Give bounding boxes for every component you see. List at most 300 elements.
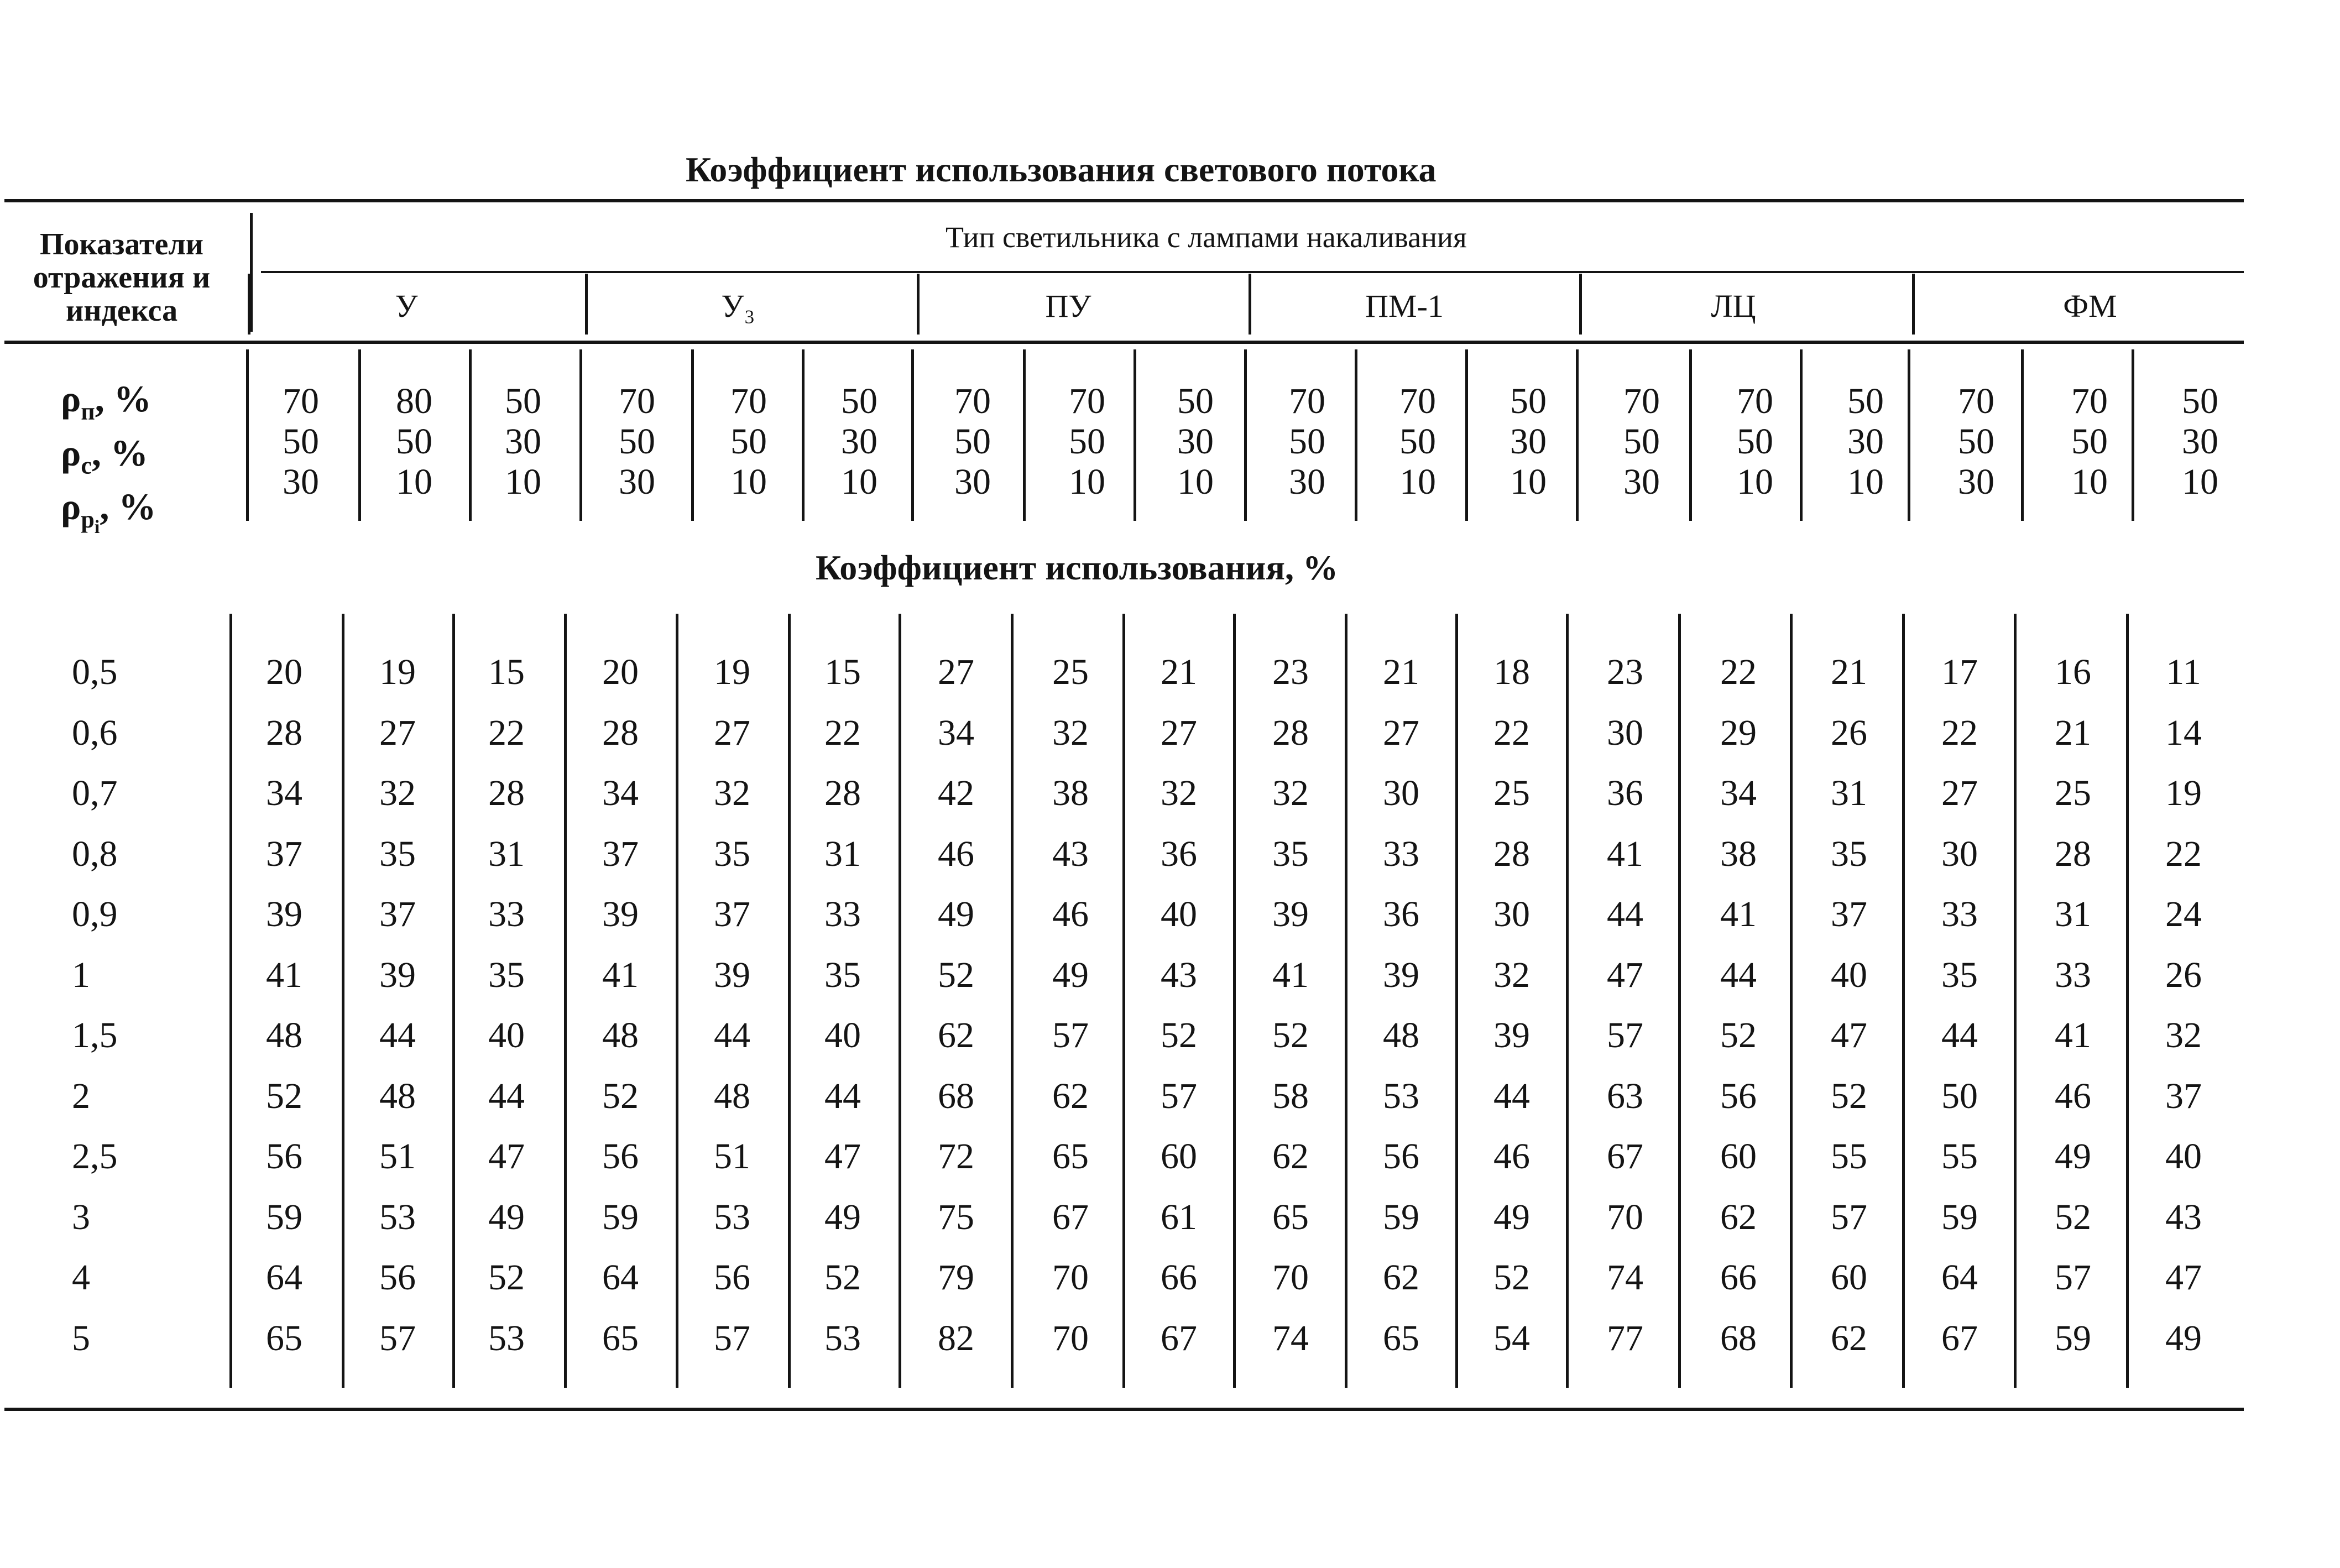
- rho-value: 70: [619, 381, 655, 421]
- table-cell: 46: [2055, 1075, 2091, 1116]
- table-cell: 37: [714, 894, 750, 934]
- table-cell: 27: [1941, 773, 1978, 813]
- rho-value: 50: [1069, 421, 1105, 462]
- type-header: У: [395, 288, 418, 324]
- rho-column-separator: [691, 349, 694, 521]
- table-cell: 31: [488, 833, 525, 874]
- room-index: 5: [72, 1318, 90, 1358]
- table-cell: 60: [1831, 1257, 1867, 1298]
- table-cell: 36: [1607, 773, 1643, 813]
- table-cell: 27: [1161, 712, 1197, 753]
- table-cell: 57: [714, 1318, 750, 1358]
- table-cell: 67: [1941, 1318, 1978, 1358]
- table-cell: 39: [1493, 1015, 1530, 1055]
- table-cell: 52: [1720, 1015, 1757, 1055]
- type-header: У₃: [721, 288, 755, 324]
- rho-value: 50: [841, 381, 877, 421]
- data-column-separator: [1345, 614, 1347, 1388]
- table-cell: 35: [1831, 833, 1867, 874]
- table-cell: 42: [938, 773, 974, 813]
- table-cell: 32: [1493, 954, 1530, 995]
- table-cell: 52: [938, 954, 974, 995]
- table-cell: 35: [1272, 833, 1309, 874]
- table-cell: 47: [2165, 1257, 2202, 1298]
- room-index: 0,9: [72, 894, 118, 934]
- type-header: ЛЦ: [1711, 288, 1756, 324]
- rho-value: 50: [1510, 381, 1547, 421]
- table-cell: 15: [488, 652, 525, 692]
- table-cell: 36: [1383, 894, 1419, 934]
- table-cell: 37: [1831, 894, 1867, 934]
- table-cell: 35: [488, 954, 525, 995]
- table-cell: 68: [1720, 1318, 1757, 1358]
- rho-value: 50: [2071, 421, 2108, 462]
- table-cell: 38: [1720, 833, 1757, 874]
- rho-value: 50: [1737, 421, 1773, 462]
- table-cell: 60: [1720, 1136, 1757, 1177]
- type-header: ПМ-1: [1365, 288, 1444, 324]
- table-cell: 39: [1383, 954, 1419, 995]
- room-index: 1,5: [72, 1015, 118, 1055]
- rho-column-separator: [1465, 349, 1468, 521]
- table-cell: 14: [2165, 712, 2202, 753]
- table-cell: 30: [1383, 773, 1419, 813]
- rho-value: 70: [1289, 381, 1325, 421]
- table-cell: 67: [1607, 1136, 1643, 1177]
- table-cell: 37: [379, 894, 416, 934]
- table-cell: 41: [2055, 1015, 2091, 1055]
- table-cell: 44: [1720, 954, 1757, 995]
- table-cell: 44: [379, 1015, 416, 1055]
- table-cell: 28: [602, 712, 639, 753]
- rho-r-label: [61, 486, 156, 547]
- rho-value: 50: [954, 421, 991, 462]
- table-cell: 54: [1493, 1318, 1530, 1358]
- rho-value: 10: [2182, 462, 2218, 502]
- rho-value: 10: [1737, 462, 1773, 502]
- rho-column-separator: [802, 349, 805, 521]
- rho-value: 70: [1069, 381, 1105, 421]
- rho-value: 50: [396, 421, 432, 462]
- room-index: 2,5: [72, 1136, 118, 1177]
- data-column-separator: [1790, 614, 1793, 1388]
- rho-value: 10: [730, 462, 767, 502]
- table-cell: 48: [714, 1075, 750, 1116]
- table-cell: 65: [1052, 1136, 1089, 1177]
- table-cell: 52: [1493, 1257, 1530, 1298]
- rho-value: 30: [841, 421, 877, 462]
- data-column-separator: [1011, 614, 1014, 1388]
- table-cell: 52: [1272, 1015, 1309, 1055]
- table-cell: 62: [1831, 1318, 1867, 1358]
- table-cell: 32: [379, 773, 416, 813]
- table-cell: 21: [1383, 652, 1419, 692]
- table-cell: 46: [1493, 1136, 1530, 1177]
- table-cell: 37: [602, 833, 639, 874]
- table-cell: 35: [714, 833, 750, 874]
- table-cell: 62: [938, 1015, 974, 1055]
- rho-column-separator: [1576, 349, 1579, 521]
- data-column-separator: [2014, 614, 2017, 1388]
- rho-value: 10: [1847, 462, 1884, 502]
- rho-value: 10: [396, 462, 432, 502]
- table-cell: 52: [1831, 1075, 1867, 1116]
- table-cell: 44: [824, 1075, 861, 1116]
- table-cell: 48: [602, 1015, 639, 1055]
- rho-value: 30: [954, 462, 991, 502]
- table-cell: 40: [488, 1015, 525, 1055]
- table-cell: 40: [2165, 1136, 2202, 1177]
- table-cell: 70: [1052, 1257, 1089, 1298]
- rho-value: 30: [283, 462, 319, 502]
- rho-value: 50: [283, 421, 319, 462]
- table-cell: 66: [1161, 1257, 1197, 1298]
- type-separator: [585, 274, 588, 334]
- table-cell: 31: [2055, 894, 2091, 934]
- rho-value: 10: [1069, 462, 1105, 502]
- rho-value: 50: [1399, 421, 1436, 462]
- rho-value: 50: [1958, 421, 1994, 462]
- table-cell: 41: [1720, 894, 1757, 934]
- corner-label: [17, 228, 227, 327]
- table-cell: 15: [824, 652, 861, 692]
- room-index: 3: [72, 1196, 90, 1237]
- rho-value: 30: [1510, 421, 1547, 462]
- rho-r-subsub: i: [94, 516, 100, 537]
- table-cell: 58: [1272, 1075, 1309, 1116]
- table-cell: 39: [714, 954, 750, 995]
- table-cell: 47: [1607, 954, 1643, 995]
- rho-value: 80: [396, 381, 432, 421]
- rho-value: 10: [841, 462, 877, 502]
- table-cell: 57: [2055, 1257, 2091, 1298]
- table-cell: 28: [824, 773, 861, 813]
- rho-value: 50: [730, 421, 767, 462]
- rho-p-symbol: ρ: [61, 378, 81, 420]
- table-cell: 61: [1161, 1196, 1197, 1237]
- table-cell: 65: [266, 1318, 302, 1358]
- table-cell: 53: [714, 1196, 750, 1237]
- rho-c-label: [61, 432, 156, 487]
- table-cell: 56: [602, 1136, 639, 1177]
- table-cell: 32: [714, 773, 750, 813]
- type-header: ПУ: [1045, 288, 1091, 324]
- table-cell: 33: [488, 894, 525, 934]
- rho-value: 30: [1289, 462, 1325, 502]
- table-cell: 59: [602, 1196, 639, 1237]
- table-cell: 63: [1607, 1075, 1643, 1116]
- group-header-rule: [261, 271, 2244, 273]
- type-header: ФМ: [2063, 288, 2117, 324]
- room-index: 0,5: [72, 652, 118, 692]
- table-cell: 41: [266, 954, 302, 995]
- rho-value: 70: [2071, 381, 2108, 421]
- table-cell: 57: [1052, 1015, 1089, 1055]
- rho-value: 50: [2182, 381, 2218, 421]
- table-cell: 47: [824, 1136, 861, 1177]
- table-cell: 37: [266, 833, 302, 874]
- table-cell: 36: [1161, 833, 1197, 874]
- table-cell: 19: [379, 652, 416, 692]
- table-cell: 49: [2055, 1136, 2091, 1177]
- table-cell: 55: [1941, 1136, 1978, 1177]
- table-cell: 52: [602, 1075, 639, 1116]
- table-cell: 50: [1941, 1075, 1978, 1116]
- table-cell: 34: [602, 773, 639, 813]
- table-cell: 55: [1831, 1136, 1867, 1177]
- table-cell: 56: [379, 1257, 416, 1298]
- data-column-separator: [1122, 614, 1125, 1388]
- table-cell: 38: [1052, 773, 1089, 813]
- table-cell: 64: [266, 1257, 302, 1298]
- table-cell: 44: [1607, 894, 1643, 934]
- table-cell: 28: [2055, 833, 2091, 874]
- table-cell: 30: [1607, 712, 1643, 753]
- rho-value: 50: [1177, 381, 1214, 421]
- table-cell: 20: [602, 652, 639, 692]
- rho-column-separator: [469, 349, 472, 521]
- rho-column-separator: [1800, 349, 1803, 521]
- table-cell: 32: [1161, 773, 1197, 813]
- table-cell: 65: [602, 1318, 639, 1358]
- table-cell: 57: [1831, 1196, 1867, 1237]
- table-cell: 59: [2055, 1318, 2091, 1358]
- rho-column-separator: [2132, 349, 2134, 521]
- rho-column-separator: [358, 349, 361, 521]
- table-cell: 39: [379, 954, 416, 995]
- rho-value: 50: [619, 421, 655, 462]
- table-cell: 49: [488, 1196, 525, 1237]
- table-cell: 48: [266, 1015, 302, 1055]
- rho-value: 30: [2182, 421, 2218, 462]
- table-cell: 27: [1383, 712, 1419, 753]
- table-cell: 52: [2055, 1196, 2091, 1237]
- table-cell: 44: [488, 1075, 525, 1116]
- rho-value: 10: [2071, 462, 2108, 502]
- table-cell: 72: [938, 1136, 974, 1177]
- rho-value: 50: [1847, 381, 1884, 421]
- rho-column-separator: [1689, 349, 1692, 521]
- rho-column-separator: [2021, 349, 2024, 521]
- table-cell: 28: [1493, 833, 1530, 874]
- table-cell: 43: [1052, 833, 1089, 874]
- table-cell: 44: [714, 1015, 750, 1055]
- data-column-separator: [229, 614, 232, 1388]
- table-cell: 46: [1052, 894, 1089, 934]
- table-cell: 16: [2055, 652, 2091, 692]
- corner-label-line-2: отражения и: [33, 260, 211, 295]
- table-cell: 19: [2165, 773, 2202, 813]
- table-cell: 39: [602, 894, 639, 934]
- top-rule: [4, 199, 2244, 202]
- rho-value: 10: [1510, 462, 1547, 502]
- table-cell: 34: [938, 712, 974, 753]
- table-cell: 56: [1383, 1136, 1419, 1177]
- table-cell: 41: [602, 954, 639, 995]
- rho-value: 30: [1623, 462, 1660, 502]
- table-cell: 62: [1720, 1196, 1757, 1237]
- room-index: 1: [72, 954, 90, 995]
- table-cell: 56: [1720, 1075, 1757, 1116]
- table-cell: 67: [1161, 1318, 1197, 1358]
- table-cell: 22: [1493, 712, 1530, 753]
- rho-value: 10: [505, 462, 541, 502]
- table-cell: 82: [938, 1318, 974, 1358]
- table-cell: 27: [714, 712, 750, 753]
- rho-column-separator: [1134, 349, 1136, 521]
- rho-column-separator: [579, 349, 582, 521]
- table-cell: 48: [1383, 1015, 1419, 1055]
- table-cell: 32: [1052, 712, 1089, 753]
- table-cell: 32: [1272, 773, 1309, 813]
- table-cell: 51: [379, 1136, 416, 1177]
- table-cell: 37: [2165, 1075, 2202, 1116]
- rho-r-symbol: ρ: [61, 485, 81, 528]
- rho-value: 70: [1399, 381, 1436, 421]
- data-column-separator: [1566, 614, 1569, 1388]
- table-cell: 49: [1493, 1196, 1530, 1237]
- rho-r-unit: , %: [100, 485, 156, 528]
- rho-column-separator: [1244, 349, 1247, 521]
- table-cell: 60: [1161, 1136, 1197, 1177]
- table-cell: 39: [1272, 894, 1309, 934]
- table-cell: 67: [1052, 1196, 1089, 1237]
- table-cell: 18: [1493, 652, 1530, 692]
- rho-value: 70: [1623, 381, 1660, 421]
- table-cell: 27: [379, 712, 416, 753]
- rho-value: 70: [1737, 381, 1773, 421]
- rho-value: 50: [1289, 421, 1325, 462]
- room-index: 2: [72, 1075, 90, 1116]
- table-cell: 47: [488, 1136, 525, 1177]
- rho-value: 10: [1399, 462, 1436, 502]
- table-cell: 17: [1941, 652, 1978, 692]
- type-separator: [917, 274, 920, 334]
- table-cell: 70: [1607, 1196, 1643, 1237]
- table-cell: 23: [1607, 652, 1643, 692]
- data-column-separator: [899, 614, 901, 1388]
- type-separator: [1249, 274, 1251, 334]
- table-cell: 25: [2055, 773, 2091, 813]
- table-cell: 57: [1161, 1075, 1197, 1116]
- corner-label-line-1: Показатели: [39, 227, 204, 262]
- rho-value: 70: [730, 381, 767, 421]
- rho-p-label: [61, 378, 156, 432]
- table-cell: 41: [1607, 833, 1643, 874]
- table-cell: 62: [1052, 1075, 1089, 1116]
- table-cell: 28: [266, 712, 302, 753]
- table-cell: 23: [1272, 652, 1309, 692]
- table-cell: 22: [2165, 833, 2202, 874]
- table-cell: 52: [1161, 1015, 1197, 1055]
- rho-column-separator: [1023, 349, 1026, 521]
- table-cell: 70: [1052, 1318, 1089, 1358]
- table-cell: 40: [1161, 894, 1197, 934]
- type-separator: [1912, 274, 1915, 334]
- rho-value: 30: [1958, 462, 1994, 502]
- table-cell: 31: [1831, 773, 1867, 813]
- rho-value: 10: [1177, 462, 1214, 502]
- table-cell: 21: [1831, 652, 1867, 692]
- rho-value: 30: [1177, 421, 1214, 462]
- table-cell: 53: [488, 1318, 525, 1358]
- table-cell: 34: [1720, 773, 1757, 813]
- table-cell: 52: [266, 1075, 302, 1116]
- table-cell: 75: [938, 1196, 974, 1237]
- corner-label-line-3: индекса: [65, 294, 178, 328]
- table-cell: 30: [1493, 894, 1530, 934]
- rho-labels: [61, 378, 156, 548]
- table-cell: 57: [1607, 1015, 1643, 1055]
- room-index: 0,8: [72, 833, 118, 874]
- table-cell: 49: [938, 894, 974, 934]
- table-cell: 11: [2166, 652, 2201, 692]
- table-cell: 68: [938, 1075, 974, 1116]
- table-cell: 64: [602, 1257, 639, 1298]
- table-cell: 48: [379, 1075, 416, 1116]
- table-cell: 49: [2165, 1318, 2202, 1358]
- room-index: 4: [72, 1257, 90, 1298]
- data-column-separator: [676, 614, 678, 1388]
- data-column-separator: [564, 614, 567, 1388]
- bottom-rule: [4, 1408, 2244, 1411]
- table-cell: 35: [1941, 954, 1978, 995]
- corner-separator: [250, 213, 253, 332]
- rho-p-unit: , %: [95, 378, 152, 420]
- table-cell: 59: [266, 1196, 302, 1237]
- table-cell: 70: [1272, 1257, 1309, 1298]
- table-cell: 47: [1831, 1015, 1867, 1055]
- data-column-separator: [1455, 614, 1458, 1388]
- rho-column-separator: [246, 349, 249, 521]
- table-cell: 59: [1383, 1196, 1419, 1237]
- rho-value: 30: [505, 421, 541, 462]
- table-cell: 56: [266, 1136, 302, 1177]
- table-cell: 64: [1941, 1257, 1978, 1298]
- table-cell: 53: [379, 1196, 416, 1237]
- table-cell: 35: [824, 954, 861, 995]
- table-cell: 44: [1941, 1015, 1978, 1055]
- table-cell: 44: [1493, 1075, 1530, 1116]
- table-cell: 29: [1720, 712, 1757, 753]
- table-cell: 39: [266, 894, 302, 934]
- table-cell: 24: [2165, 894, 2202, 934]
- table-cell: 35: [379, 833, 416, 874]
- rho-value: 70: [954, 381, 991, 421]
- rho-c-unit: , %: [91, 431, 148, 474]
- table-cell: 62: [1272, 1136, 1309, 1177]
- rho-column-separator: [911, 349, 914, 521]
- data-column-separator: [342, 614, 344, 1388]
- table-cell: 65: [1272, 1196, 1309, 1237]
- table-cell: 21: [2055, 712, 2091, 753]
- data-column-separator: [2126, 614, 2129, 1388]
- table-cell: 43: [2165, 1196, 2202, 1237]
- data-column-separator: [1902, 614, 1905, 1388]
- table-cell: 59: [1941, 1196, 1978, 1237]
- table-cell: 51: [714, 1136, 750, 1177]
- table-cell: 46: [938, 833, 974, 874]
- rho-p-sub: п: [81, 398, 95, 425]
- table-cell: 49: [1052, 954, 1089, 995]
- table-cell: 56: [714, 1257, 750, 1298]
- header-bottom-rule: [4, 341, 2244, 344]
- data-column-separator: [452, 614, 455, 1388]
- table-cell: 66: [1720, 1257, 1757, 1298]
- table-cell: 19: [714, 652, 750, 692]
- table-cell: 40: [824, 1015, 861, 1055]
- rho-c-sub: с: [81, 452, 92, 479]
